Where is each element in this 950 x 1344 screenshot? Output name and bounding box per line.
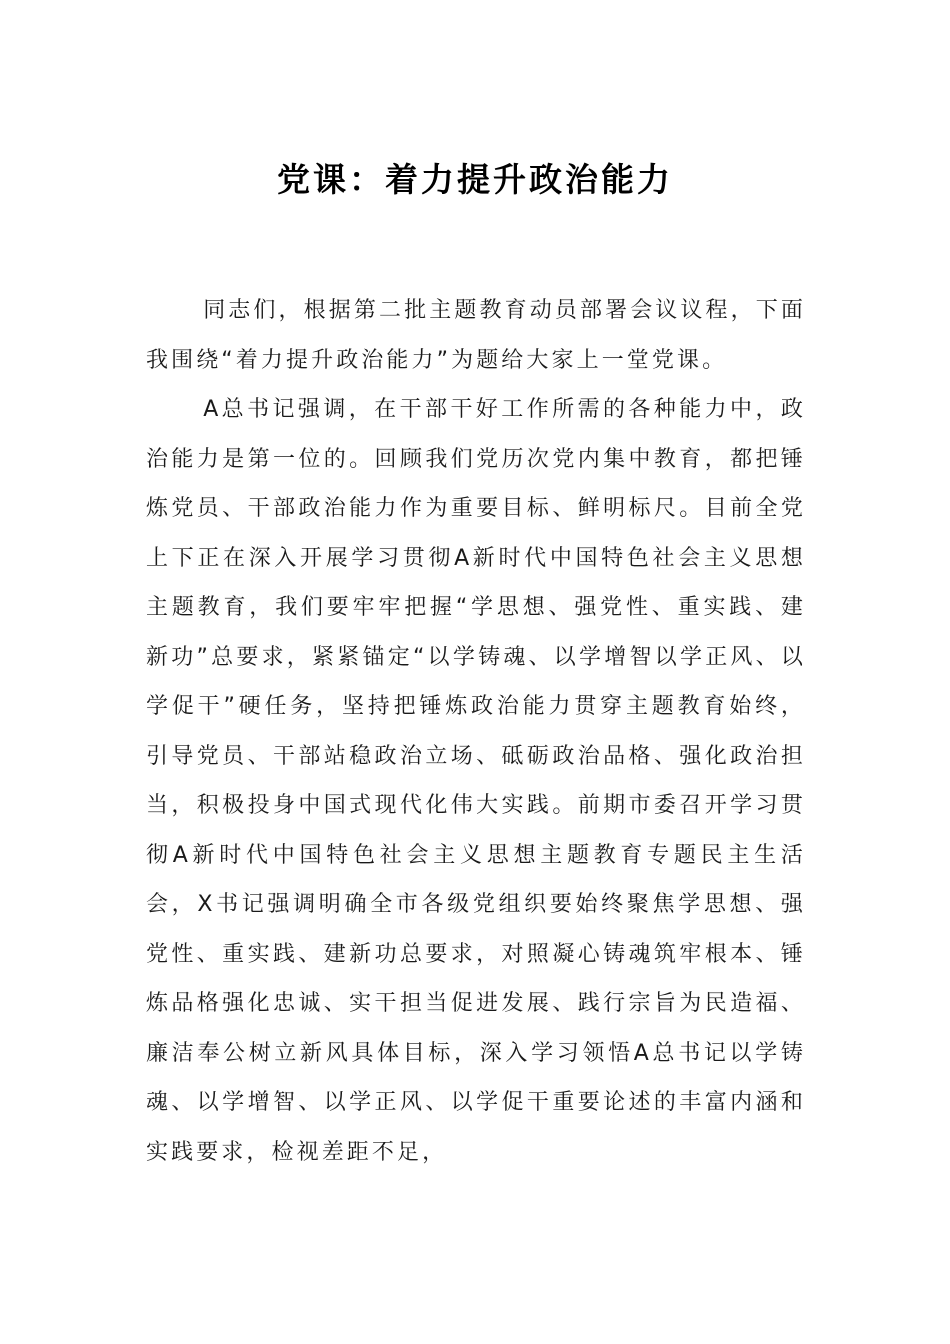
paragraph-intro: 同志们，根据第二批主题教育动员部署会议议程，下面我围绕“着力提升政治能力”为题给大家上一堂党课。 — [146, 298, 806, 373]
paragraph-main: A总书记强调，在干部干好工作所需的各种能力中，政治能力是第一位的。回顾我们党历次党内集中教育，都把锤炼党员、干部政治能力作为重要目标、鲜明标尺。目前全党上下正在深入开展学习贯彻A新时代中国特色社会主义思想主题教育，我们要牢牢把握“学思想、强党性、重实践、建新功”总要求，紧紧锚定“以学铸魂、以学增智以学正风、以学促干”硬任务，坚持把锤炼政治能力贯穿主题教育始终，引导党员、干部站稳政治立场、砥砺政治品格、强化政治担当，积极投身中国式现代化伟大实践。前期市委召开学习贯彻A新时代中国特色社会主义思想主题教育专题民主生活会，X书记强调明确全市各级党组织要始终聚焦学思想、强党性、重实践、建新功总要求，对照凝心铸魂筑牢根本、锤炼品格强化忠诚、实干担当促进发展、践行宗旨为民造福、廉洁奉公树立新风具体目标，深入学习领悟A总书记以学铸魂、以学增智、以学正风、以学促干重要论述的丰富内涵和实践要求，检视差距不足， — [146, 397, 806, 1165]
document-title: 党课：着力提升政治能力 — [277, 160, 673, 199]
document-body — [146, 286, 806, 1177]
